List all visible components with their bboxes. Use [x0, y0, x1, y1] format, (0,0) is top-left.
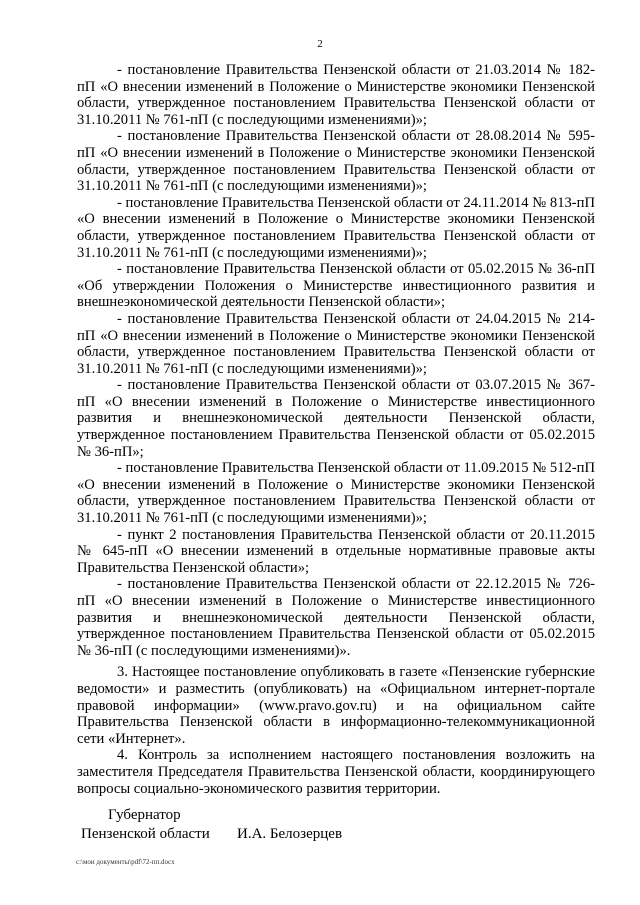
signature-title: Губернатор [108, 807, 181, 823]
signature-name: И.А. Белозерцев [237, 826, 343, 842]
list-item: - постановление Правительства Пензенской области от 22.12.2015 № 726-пП «О внесении изменений в Положение о Министерстве инвестиционного развития и внешнеэкономической деятельности Пензенской области, утвержденное постановлением Правительства Пензенской области от 05.02.2015 № 36-пП (с последующими изменениями)». [77, 576, 595, 659]
list-item: - постановление Правительства Пензенской области от 21.03.2014 № 182-пП «О внесении изменений в Положение о Министерстве экономики Пензенской области, утвержденное постановлением Правительства Пензенской области от 31.10.2011 № 761-пП (с последующими изменениями)»; [77, 62, 595, 128]
file-path-footer: с:\мои документы\pdf\72-пп.docx [76, 858, 175, 866]
document-body [77, 62, 595, 797]
paragraph-publication: 3. Настоящее постановление опубликовать в газете «Пензенские губернские ведомости» и разместить (опубликовать) на «Официальном интернет-портале правовой информации» (www.pravo.gov.ru) и на официальном сайте Правительства Пензенской области в информационно-телекоммуникационной сети «Интернет». [77, 664, 595, 747]
signature-region: Пензенской области [81, 826, 210, 842]
signature-block [81, 806, 481, 844]
list-item: - постановление Правительства Пензенской области от 11.09.2015 № 512-пП «О внесении изменений в Положение о Министерстве экономики Пензенской области, утвержденное постановлением Правительства Пензенской области от 31.10.2011 № 761-пП (с последующими изменениями)»; [77, 460, 595, 527]
paragraph-control: 4. Контроль за исполнением настоящего постановления возложить на заместителя Председателя Правительства Пензенской области, координирующего вопросы социально-экономического развития территории. [77, 747, 595, 797]
list-item: - постановление Правительства Пензенской области от 05.02.2015 № 36-пП «Об утверждении Положения о Министерстве инвестиционного развития и внешнеэкономической деятельности Пензенской области»; [77, 261, 595, 311]
list-item: - постановление Правительства Пензенской области от 03.07.2015 № 367-пП «О внесении изменений в Положение о Министерстве инвестиционного развития и внешнеэкономической деятельности Пензенской области, утвержденное постановлением Правительства Пензенской области от 05.02.2015 № 36-пП»; [77, 377, 595, 460]
list-item: - пункт 2 постановления Правительства Пензенской области от 20.11.2015 № 645-пП «О внесении изменений в отдельные нормативные правовые акты Правительства Пензенской области»; [77, 526, 595, 576]
list-item: - постановление Правительства Пензенской области от 24.04.2015 № 214-пП «О внесении изменений в Положение о Министерстве экономики Пензенской области, утвержденное постановлением Правительства Пензенской области от 31.10.2011 № 761-пП (с последующими изменениями)»; [77, 310, 595, 377]
list-item: - постановление Правительства Пензенской области от 24.11.2014 № 813-пП «О внесении изменений в Положение о Министерстве экономики Пензенской области, утвержденное постановлением Правительства Пензенской области от 31.10.2011 № 761-пП (с последующими изменениями)»; [77, 194, 595, 261]
page-number: 2 [317, 38, 323, 50]
signature-row [81, 825, 481, 844]
list-item: - постановление Правительства Пензенской области от 28.08.2014 № 595-пП «О внесении изменений в Положение о Министерстве экономики Пензенской области, утвержденное постановлением Правительства Пензенской области от 31.10.2011 № 761-пП (с последующими изменениями)»; [77, 128, 595, 195]
